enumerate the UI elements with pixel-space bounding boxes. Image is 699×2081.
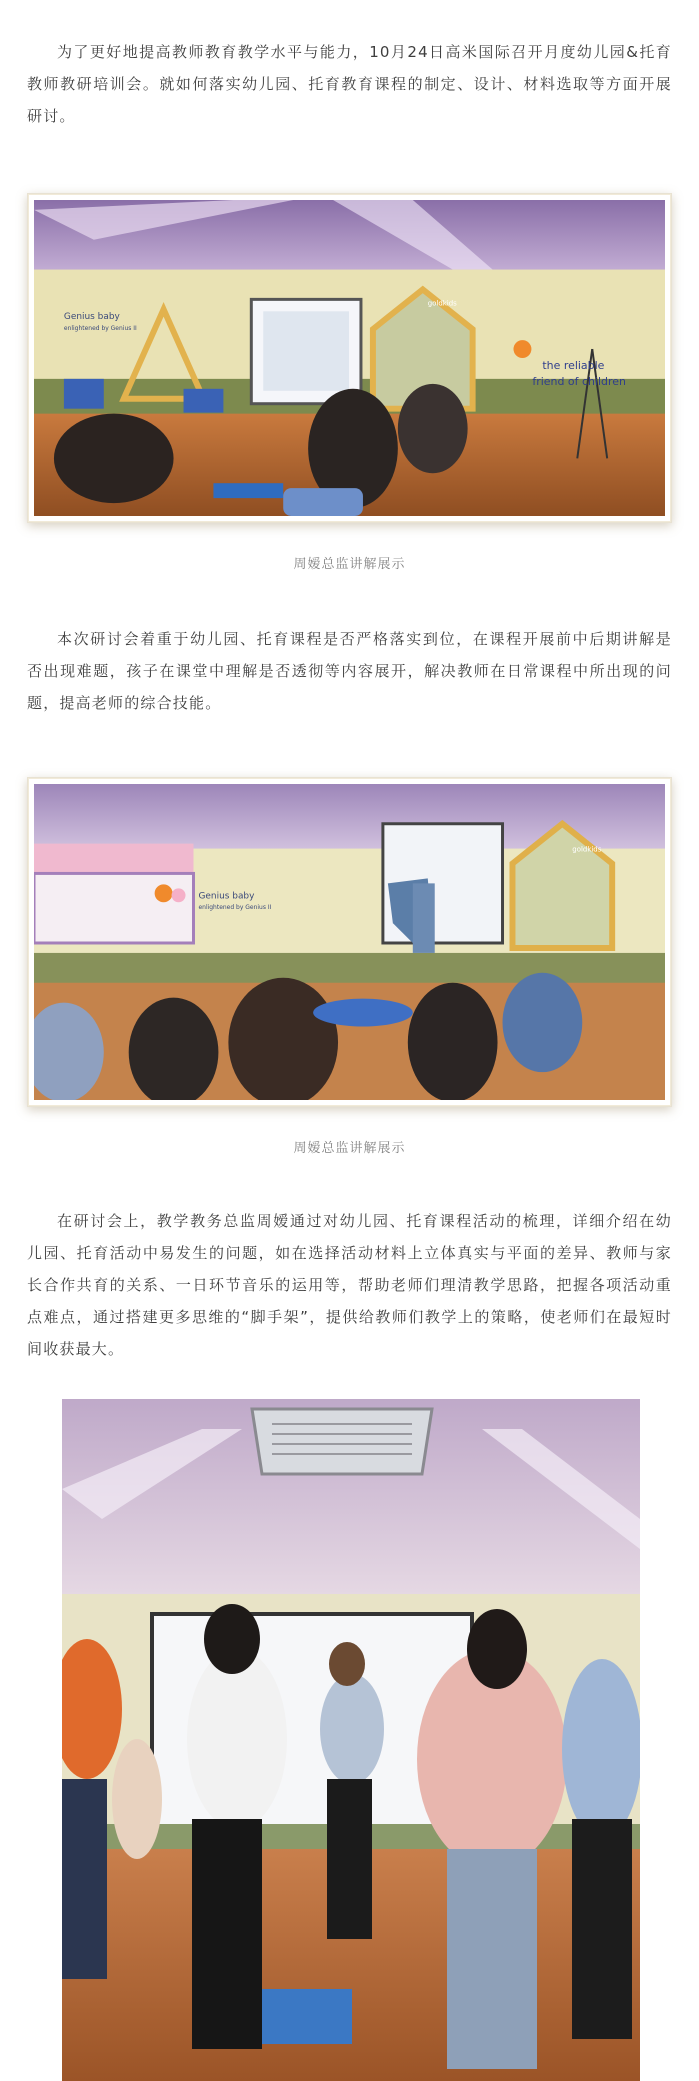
photo-classroom-presentation-image — [34, 200, 665, 516]
photo-classroom-demonstration — [27, 777, 672, 1107]
wall-text-genius-subtitle: enlightened by Genius II — [63, 325, 137, 333]
sign-text-2: goldkids — [572, 845, 602, 854]
photo-caption-2: 周嫒总监讲解展示 — [293, 1141, 406, 1156]
intro-paragraph: 为了更好地提高教师教育教学水平与能力，10月24日高米国际召开月度幼儿园&托育教师教研培训会。就如何落实幼儿园、托育教育课程的制定、设计、材料选取等方面开展研讨。 — [27, 43, 672, 125]
photo-classroom-presentation — [27, 193, 672, 523]
wall-text-reliable: the reliable — [542, 358, 605, 372]
photo-teachers-activity-image — [62, 1399, 640, 2081]
photo-classroom-demonstration-image — [34, 784, 665, 1100]
wall-text-friend: friend of children — [532, 374, 626, 388]
wall-text-genius-baby: Genius baby — [63, 312, 120, 323]
detail-paragraph: 在研讨会上，教学教务总监周嫒通过对幼儿园、托育课程活动的梳理，详细介绍在幼儿园、托育活动中易发生的问题，如在选择活动材料上立体真实与平面的差异、教师与家长合作共育的关系、一日环节音乐的运用等，帮助老师们理清教学思路，把握各项活动重点难点，通过搭建更多思维的“脚手架”，提供给教师们教学上的策略，使老师们在最短时间收获最大。 — [27, 1212, 672, 1358]
sign-text: goldkids — [427, 299, 457, 308]
wall-text-genius-baby-2: Genius baby — [198, 891, 255, 902]
photo-caption-1: 周嫒总监讲解展示 — [293, 557, 406, 572]
wall-text-genius-subtitle-2: enlightened by Genius II — [198, 904, 272, 912]
photo-teachers-activity — [62, 1399, 640, 2081]
focus-paragraph: 本次研讨会着重于幼儿园、托育课程是否严格落实到位，在课程开展前中后期讲解是否出现难题，孩子在课堂中理解是否透彻等内容展开，解决教师在日常课程中所出现的问题，提高老师的综合技能。 — [27, 630, 672, 712]
